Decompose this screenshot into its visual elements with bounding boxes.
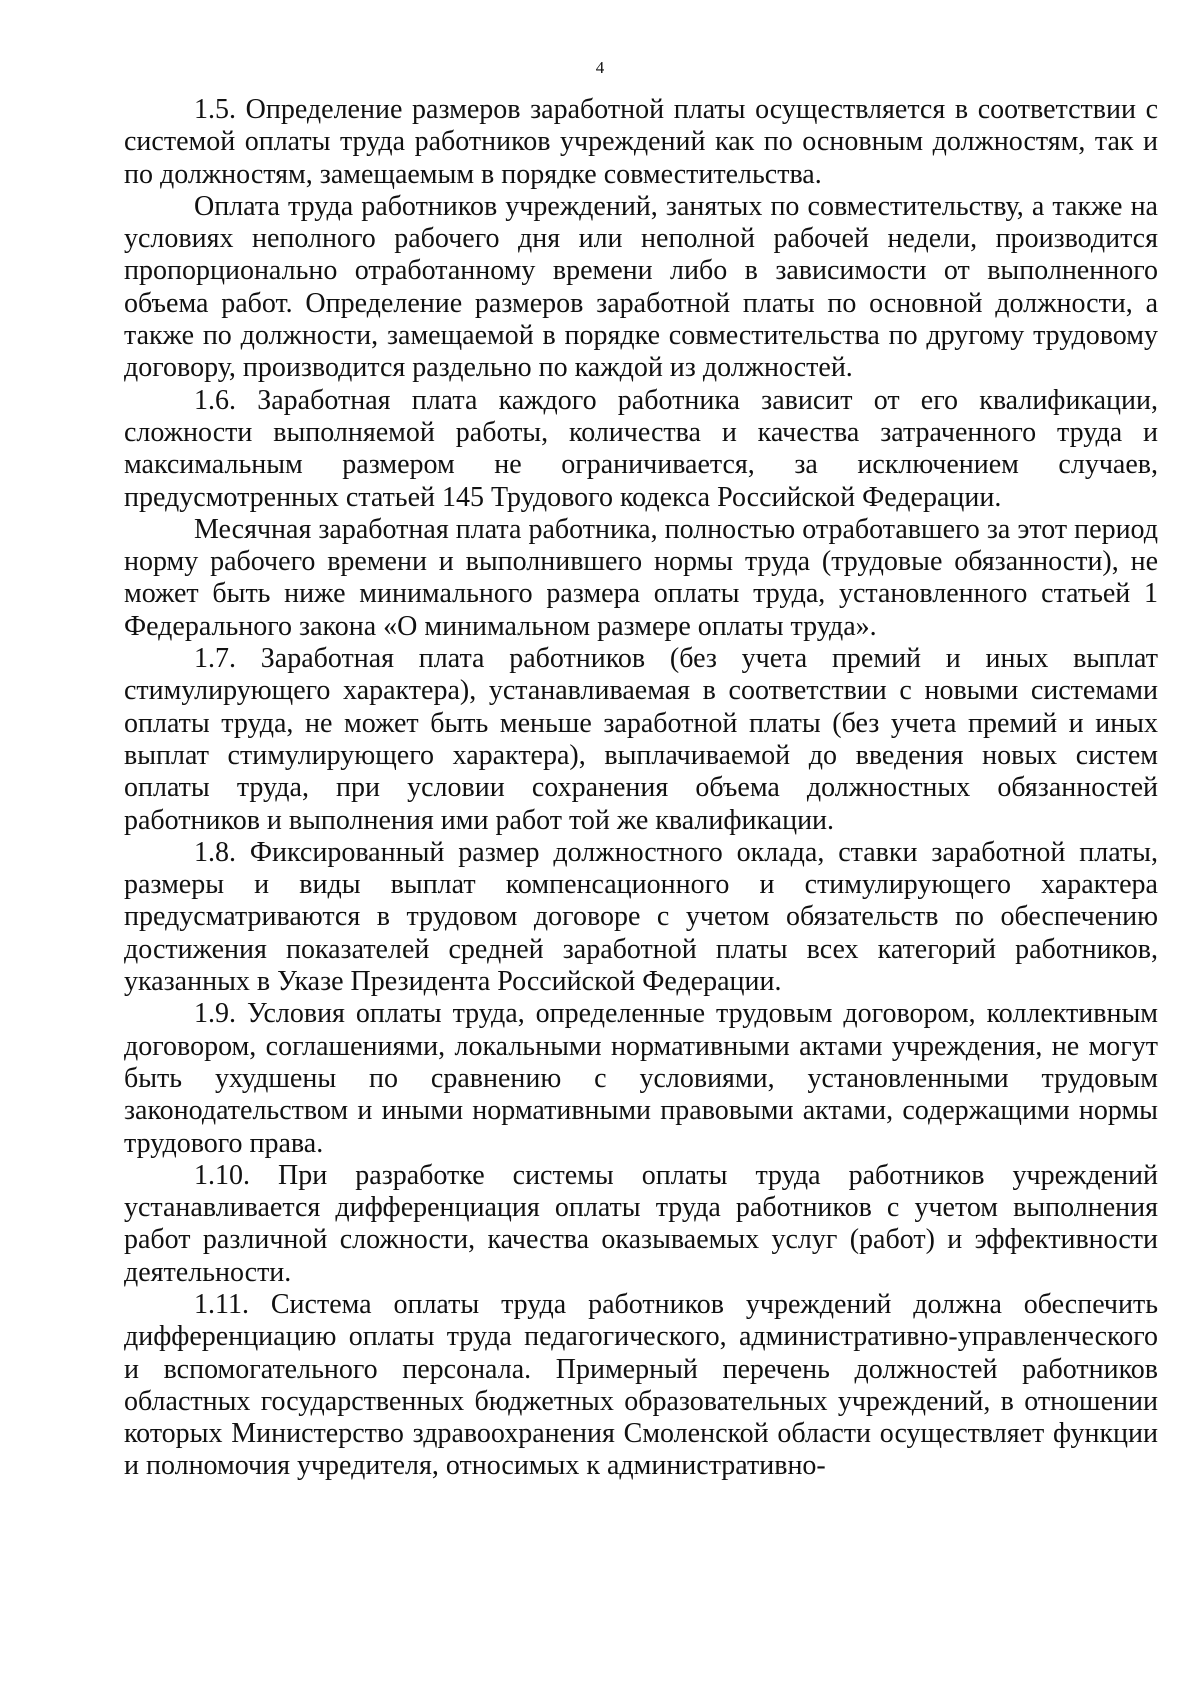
paragraph-1-5 [124, 94, 1158, 191]
paragraph-text: Заработная плата каждого работника зависит от его квалификации, сложности выполняемой работы, количества и качества затраченного труда и максимальным размером не ограничивается, за исключением случаев, предусмотренных статьей 145 Трудового кодекса Российской Федерации. [124, 384, 1158, 513]
paragraph-1-5-continued [124, 191, 1158, 385]
paragraph-text: Условия оплаты труда, определенные трудовым договором, коллективным договором, соглашениями, локальными нормативными актами учреждения, не могут быть ухудшены по сравнению с условиями, установленными трудовым законодательством и иными нормативными правовыми актами, содержащими нормы трудового права. [124, 998, 1159, 1159]
paragraph-number: 1.6. [194, 384, 236, 416]
paragraph-text: Определение размеров заработной платы осуществляется в соответствии с системой оплаты труда работников учреждений как по основным должностям, так и по должностям, замещаемым в порядке совместительства. [124, 94, 1158, 190]
paragraph-text: Фиксированный размер должностного оклада, ставки заработной платы, размеры и виды выплат компенсационного и стимулирующего характера предусматриваются в трудовом договоре с учетом обязательств по обеспечению достижения показателей средней заработной платы всех категорий работников, указанных в Указе Президента Российской Федерации. [124, 836, 1158, 998]
paragraph-number: 1.11. [194, 1288, 249, 1320]
paragraph-1-8 [124, 837, 1158, 998]
document-body [124, 94, 1158, 1483]
paragraph-text: Система оплаты труда работников учреждений должна обеспечить дифференциацию оплаты труда педагогического, административно-управленческого и вспомогательного персонала. Примерный перечень должностей работников областных государственных бюджетных образовательных учреждений, в отношении которых Министерство здравоохранения Смоленской области осуществляет функции и полномочия учредителя, относимых к административно- [124, 1288, 1158, 1482]
paragraph-1-7 [124, 643, 1158, 837]
paragraph-text: Оплата труда работников учреждений, занятых по совместительству, а также на условиях неполного рабочего дня или неполной рабочей недели, производится пропорционально отработанному времени либо в зависимости от выполненного объема работ. Определение размеров заработной платы по основной должности, а также по должности, замещаемой в порядке совместительства по другому трудовому договору, производится раздельно по каждой из должностей. [124, 190, 1158, 384]
paragraph-1-6 [124, 385, 1158, 514]
paragraph-number: 1.9. [194, 998, 236, 1030]
paragraph-text: Месячная заработная плата работника, полностью отработавшего за этот период норму рабочего времени и выполнившего нормы труда (трудовые обязанности), не может быть ниже минимального размера оплаты труда, установленного статьей 1 Федерального закона «О минимальном размере оплаты труда». [124, 513, 1158, 642]
paragraph-1-9 [124, 998, 1158, 1159]
paragraph-text: Заработная плата работников (без учета премий и иных выплат стимулирующего характера), устанавливаемая в соответствии с новыми системами оплаты труда, не может быть меньше заработной платы (без учета премий и иных выплат стимулирующего характера), выплачиваемой до введения новых систем оплаты труда, при условии сохранения объема должностных обязанностей работников и выполнения ими работ той же квалификации. [124, 643, 1159, 836]
paragraph-number: 1.8. [194, 836, 236, 868]
paragraph-1-6-continued [124, 514, 1158, 643]
paragraph-number: 1.5. [194, 94, 236, 125]
paragraph-1-10 [124, 1160, 1158, 1289]
paragraph-1-11 [124, 1289, 1158, 1483]
paragraph-number: 1.10. [194, 1159, 250, 1191]
page-number: 4 [595, 58, 605, 77]
paragraph-number: 1.7. [194, 643, 236, 675]
paragraph-text: При разработке системы оплаты труда работников учреждений устанавливается дифференциация оплаты труда работников с учетом выполнения работ различной сложности, качества оказываемых услуг (работ) и эффективности деятельности. [124, 1159, 1159, 1288]
